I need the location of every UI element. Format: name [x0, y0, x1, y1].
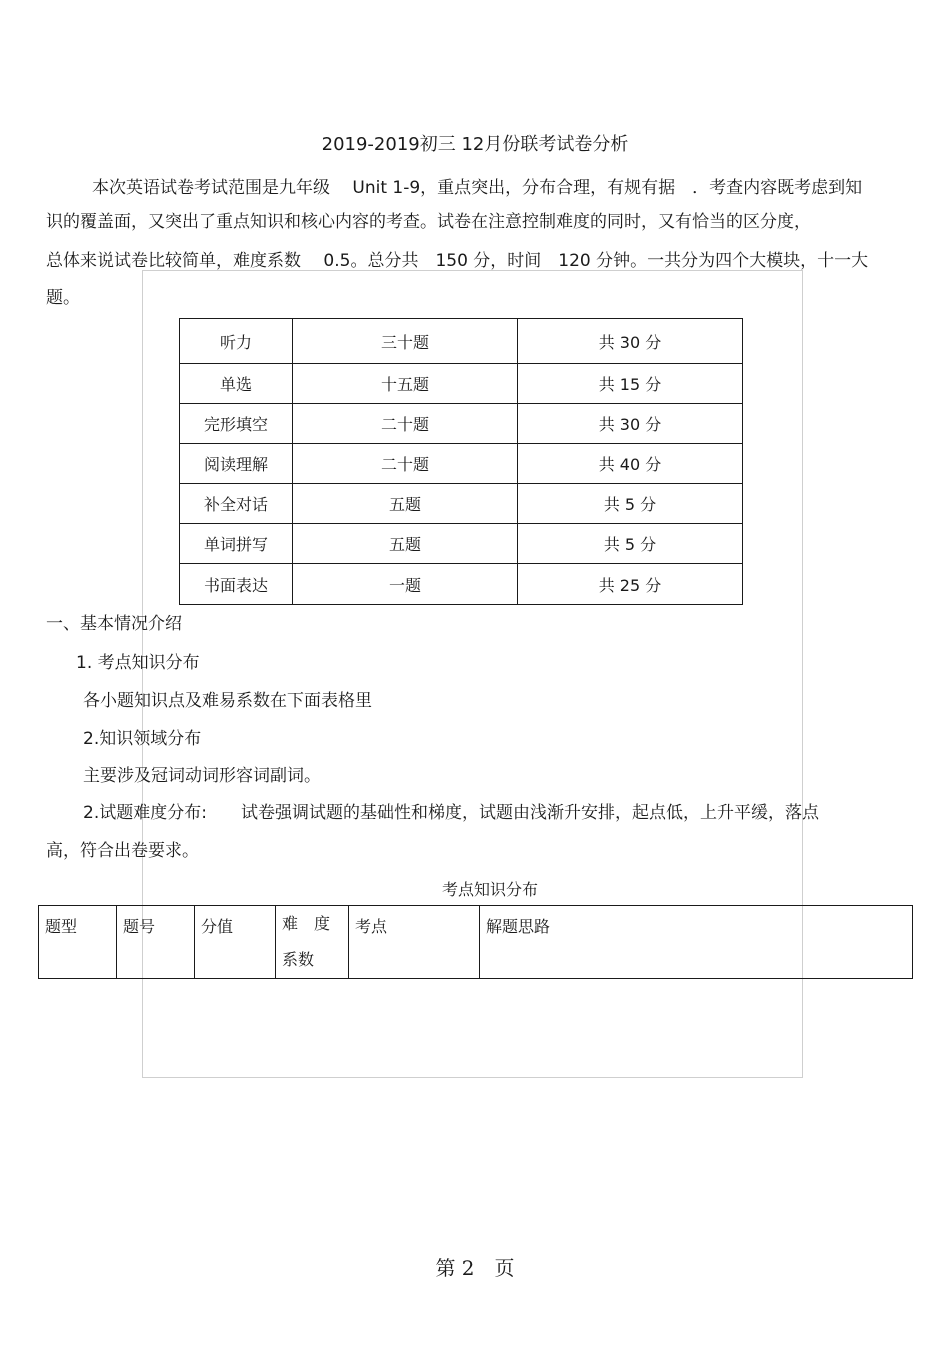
module-part: 阅读理解	[180, 444, 293, 484]
module-score: 共 40 分	[518, 444, 743, 484]
header-approach: 解题思路	[480, 906, 913, 979]
module-part: 完形填空	[180, 404, 293, 444]
module-score: 共 30 分	[518, 404, 743, 444]
subsection-title-2: 2.知识领域分布	[83, 729, 202, 749]
module-count: 三十题	[293, 319, 518, 364]
module-part: 听力	[180, 319, 293, 364]
subsection-title-1: 1. 考点知识分布	[76, 653, 200, 673]
module-part: 单选	[180, 364, 293, 404]
module-score: 共 15 分	[518, 364, 743, 404]
header-score: 分值	[195, 906, 276, 979]
table-row	[180, 524, 743, 564]
module-part: 补全对话	[180, 484, 293, 524]
table-row	[180, 404, 743, 444]
header-number: 题号	[117, 906, 195, 979]
table-row	[180, 319, 743, 364]
header-type: 题型	[39, 906, 117, 979]
section-heading: 一、基本情况介绍	[46, 614, 182, 634]
header-difficulty	[276, 906, 349, 979]
module-table	[179, 318, 743, 605]
header-difficulty-line-1: 难 度	[282, 914, 331, 933]
difficulty-line-2: 高，符合出卷要求。	[46, 841, 199, 861]
subsection-text-2: 主要涉及冠词动词形容词副词。	[83, 766, 321, 786]
module-count: 五题	[293, 524, 518, 564]
intro-line-2: 识的覆盖面，又突出了重点知识和核心内容的考查。试卷在注意控制难度的同时，又有恰当的区分度，	[46, 212, 811, 232]
module-score: 共 30 分	[518, 319, 743, 364]
intro-line-4: 题。	[46, 288, 80, 308]
module-count: 一题	[293, 564, 518, 605]
module-count: 二十题	[293, 404, 518, 444]
module-score: 共 25 分	[518, 564, 743, 605]
knowledge-table-caption: 考点知识分布	[441, 880, 538, 899]
table-row	[180, 364, 743, 404]
document-title: 2019-2019初三 12月份联考试卷分析	[321, 134, 629, 155]
intro-line-1: 本次英语试卷考试范围是九年级 Unit 1-9，重点突出，分布合理，有规有据 ．考查内容既考虑到知	[92, 178, 863, 198]
header-point: 考点	[349, 906, 480, 979]
module-score: 共 5 分	[518, 524, 743, 564]
module-score: 共 5 分	[518, 484, 743, 524]
table-row	[180, 444, 743, 484]
module-part: 单词拼写	[180, 524, 293, 564]
module-count: 十五题	[293, 364, 518, 404]
module-part: 书面表达	[180, 564, 293, 605]
table-row	[180, 484, 743, 524]
difficulty-line-1: 2.试题难度分布: 试卷强调试题的基础性和梯度，试题由浅渐升安排，起点低，上升平缓，落点	[83, 803, 819, 823]
header-difficulty-line-2: 系数	[282, 950, 315, 969]
page-number: 第 2 页	[435, 1256, 515, 1280]
intro-line-3: 总体来说试卷比较简单，难度系数 0.5。总分共 150 分，时间 120 分钟。一共分为四个大模块，十一大	[46, 251, 869, 271]
table-header-row	[39, 906, 913, 979]
knowledge-table	[38, 905, 913, 979]
subsection-text-1: 各小题知识点及难易系数在下面表格里	[83, 691, 372, 711]
module-count: 五题	[293, 484, 518, 524]
table-row	[180, 564, 743, 605]
module-count: 二十题	[293, 444, 518, 484]
